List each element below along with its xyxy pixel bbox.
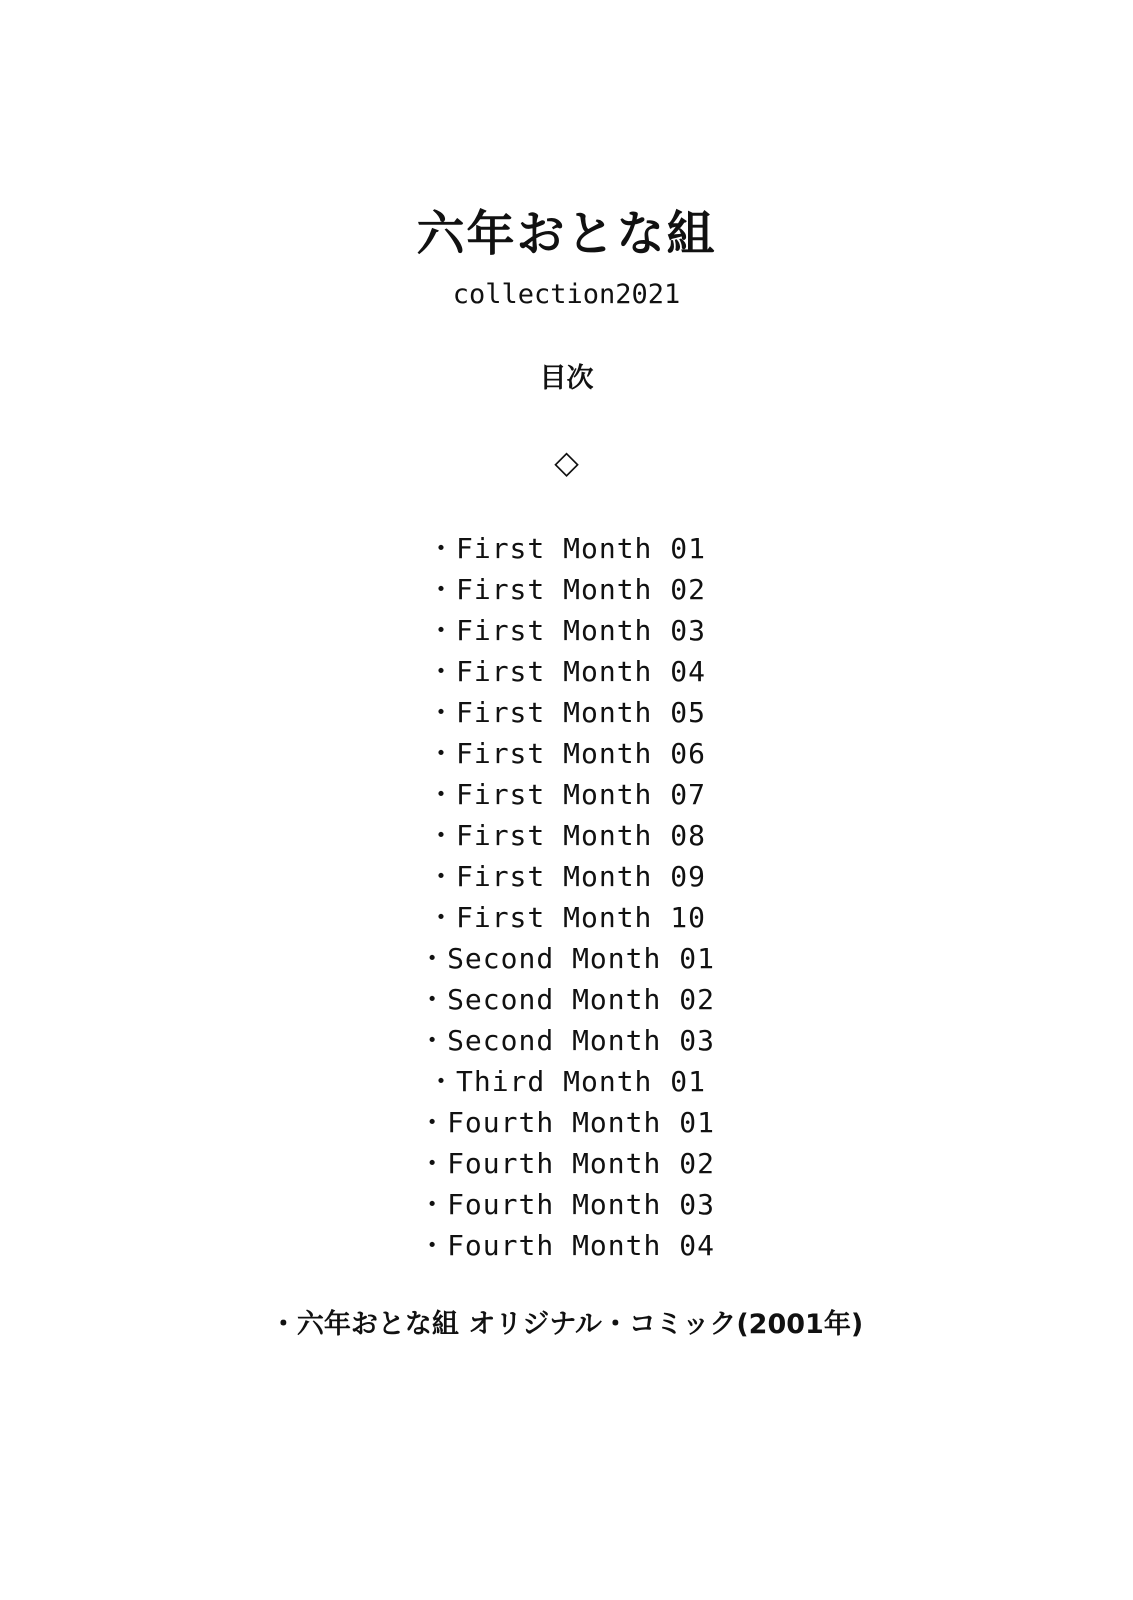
- toc-entry: ・First Month 01: [426, 532, 706, 565]
- toc-entry: ・Fourth Month 01: [418, 1106, 715, 1139]
- toc-entry: ・First Month 02: [426, 573, 706, 606]
- toc-list: [0, 528, 1133, 1266]
- toc-entry: ・First Month 06: [426, 737, 706, 770]
- toc-entry: ・First Month 03: [426, 614, 706, 647]
- toc-entry: ・First Month 08: [426, 819, 706, 852]
- toc-entry: ・First Month 04: [426, 655, 706, 688]
- toc-entry: ・Second Month 02: [418, 983, 715, 1016]
- document-title: 六年おとな組: [416, 206, 717, 262]
- toc-entry: ・Fourth Month 03: [418, 1188, 715, 1221]
- toc-entry: ・Fourth Month 04: [418, 1229, 715, 1262]
- toc-entry: ・Third Month 01: [426, 1065, 706, 1098]
- toc-entry-original-comic: ・六年おとな組 オリジナル・コミック(2001年): [269, 1309, 864, 1340]
- toc-entry: ・Second Month 03: [418, 1024, 715, 1057]
- toc-entry: ・First Month 07: [426, 778, 706, 811]
- document-subtitle: collection2021: [452, 279, 681, 310]
- toc-entry: ・First Month 09: [426, 860, 706, 893]
- toc-entry: ・Second Month 01: [418, 942, 715, 975]
- diamond-icon: ◇: [554, 443, 579, 481]
- toc-entry: ・First Month 10: [426, 901, 706, 934]
- toc-heading: 目次: [539, 363, 594, 394]
- toc-entry: ・First Month 05: [426, 696, 706, 729]
- toc-entry: ・Fourth Month 02: [418, 1147, 715, 1180]
